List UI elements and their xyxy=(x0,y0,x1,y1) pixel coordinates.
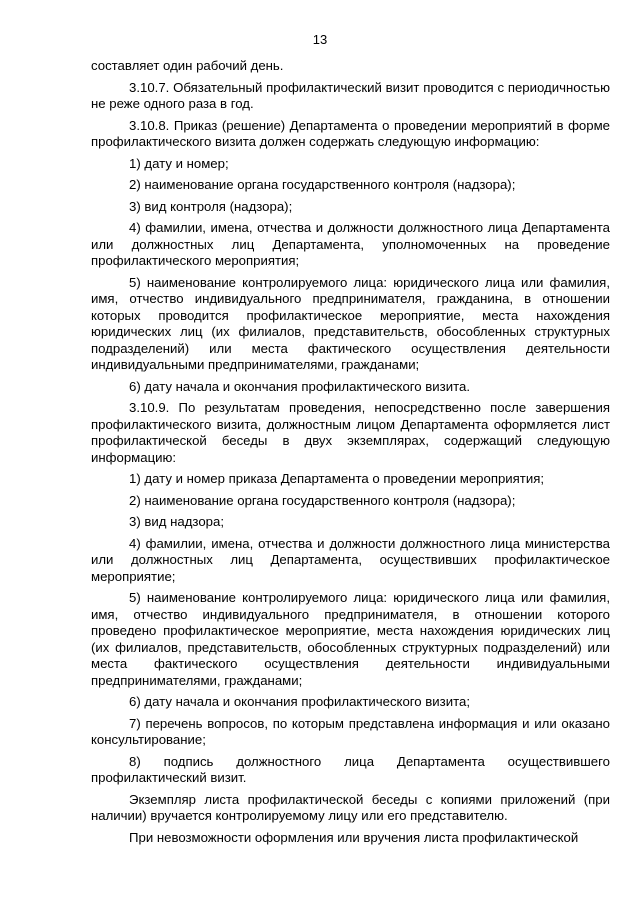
clause-3-10-7: 3.10.7. Обязательный профилактический визит проводится с периодичностью не реже одного раза в год. xyxy=(91,79,610,111)
list-item: 7) перечень вопросов, по которым представлена информация и или оказано консультирование; xyxy=(91,715,610,747)
list-item: 5) наименование контролируемого лица: юридического лица или фамилия, имя, отчество индивидуального предпринимателя, гражданина, в отношении которых проводится профилактическое мероприятие, места нахождения юридических лиц (их филиалов, представительств, обособленных структурных подразделений) или места фактического осуществления деятельности индивидуальными предпринимателями, гражданами; xyxy=(91,274,610,372)
paragraph: Экземпляр листа профилактической беседы с копиями приложений (при наличии) вручается контролируемому лицу или его представителю. xyxy=(91,791,610,823)
clause-3-10-9: 3.10.9. По результатам проведения, непосредственно после завершения профилактического визита, должностным лицом Департамента оформляется лист профилактической беседы в двух экземплярах, содержащий следующую информацию: xyxy=(91,400,610,465)
list-item: 4) фамилии, имена, отчества и должности должностного лица Департамента или должностных лиц Департамента, уполномоченных на проведение профилактического мероприятия; xyxy=(91,220,610,268)
list-item: 1) дату и номер приказа Департамента о проведении мероприятия; xyxy=(129,471,545,486)
list-item: 6) дату начала и окончания профилактического визита; xyxy=(129,694,470,709)
list-item: 2) наименование органа государственного контроля (надзора); xyxy=(129,492,516,508)
list-item: 6) дату начала и окончания профилактического визита. xyxy=(129,378,470,394)
list-item: 5) наименование контролируемого лица: юридического лица или фамилия, имя, отчество индивидуального предпринимателя, в отношении которого проведено профилактическое мероприятие, места нахождения юридических лиц (их филиалов, представительств, обособленных структурных подразделений) или места фактического осуществления деятельности индивидуальными предпринимателями, гражданами; xyxy=(91,590,610,688)
paragraph-continuation: составляет один рабочий день. xyxy=(91,58,284,73)
list-item: 1) дату и номер; xyxy=(129,155,229,171)
paragraph: При невозможности оформления или вручения листа профилактической xyxy=(129,829,579,845)
list-item: 8) подпись должностного лица Департамента осуществившего профилактический визит. xyxy=(91,753,610,785)
page-number: 13 xyxy=(312,32,328,47)
list-item: 3) вид контроля (надзора); xyxy=(129,198,293,214)
document-body xyxy=(91,58,610,851)
list-item: 2) наименование органа государственного контроля (надзора); xyxy=(129,177,516,192)
list-item: 4) фамилии, имена, отчества и должности должностного лица министерства или должностных лиц Департамента, осуществивших профилактическое мероприятие; xyxy=(91,535,610,584)
clause-3-10-8: 3.10.8. Приказ (решение) Департамента о проведении мероприятий в форме профилактического визита должен содержать следующую информацию: xyxy=(91,117,610,149)
list-item: 3) вид надзора; xyxy=(129,514,224,529)
